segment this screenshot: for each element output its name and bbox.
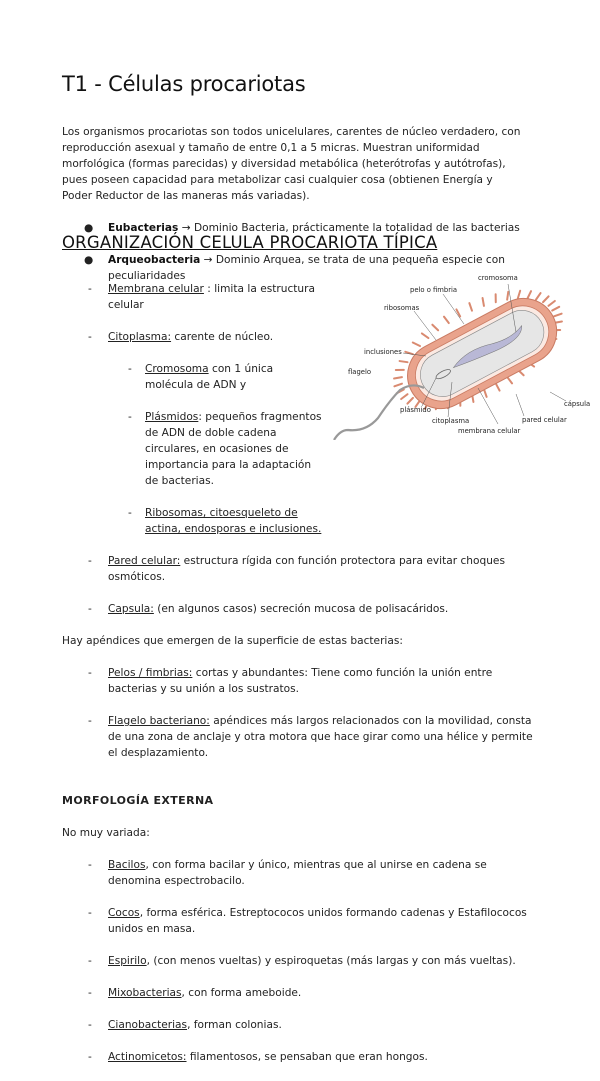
item-text: , (con menos vueltas) y espiroquetas (más largas y con más vueltas).: [147, 955, 516, 967]
fimbria-spike: [483, 298, 484, 306]
fimbria-spike: [413, 343, 420, 347]
item-term: Plásmidos: [145, 411, 198, 423]
bullet-icon: ●: [84, 220, 93, 236]
item-text: carente de núcleo.: [171, 331, 273, 343]
label-flagelo: flagelo: [348, 368, 371, 376]
list-item: [62, 857, 600, 889]
item-text: , forman colonias.: [187, 1019, 282, 1031]
dash-icon: -: [88, 905, 92, 921]
bullet-term: Eubacterias: [108, 222, 178, 234]
dash-icon: -: [88, 985, 92, 1001]
fimbria-spike: [552, 307, 559, 311]
item-text: : limita la estructura celular: [108, 283, 315, 311]
list-item: [62, 905, 600, 937]
fimbria-spike: [444, 317, 449, 323]
item-term: Capsula:: [108, 603, 154, 615]
list-item: [62, 665, 600, 697]
dash-icon: -: [88, 329, 92, 345]
label-ribosomas: ribosomas: [384, 304, 420, 312]
fimbria-spike: [394, 384, 402, 387]
prokaryote-cell-diagram: [328, 270, 600, 440]
fimbria-spike: [518, 291, 520, 299]
list-item: [62, 985, 600, 1001]
label-membrana: membrana celular: [458, 427, 520, 435]
fimbria-spike: [401, 394, 407, 399]
item-term: Cocos: [108, 907, 140, 919]
dash-icon: -: [88, 553, 92, 569]
dash-icon: -: [88, 1017, 92, 1033]
fimbria-spike: [456, 309, 460, 316]
fimbria-spike: [548, 301, 554, 306]
item-term: Pared celular:: [108, 555, 180, 567]
fimbria-spike: [496, 384, 500, 391]
list-item: [62, 953, 600, 969]
list-item: [62, 713, 600, 761]
fimbria-spike: [543, 296, 549, 302]
item-term: Actinomicetos:: [108, 1051, 187, 1063]
item-term: Cianobacterias: [108, 1019, 187, 1031]
label-pared: pared celular: [522, 416, 567, 424]
dash-icon: -: [88, 281, 92, 297]
item-term: Cromosoma: [145, 363, 209, 375]
label-inclusiones: inclusiones: [364, 348, 402, 356]
item-term: Membrana celular: [108, 283, 204, 295]
intro-paragraph: Los organismos procariotas son todos unicelulares, carentes de núcleo verdadero, con reproducción asexual y tamaño de entre 0,1 a 5 micras. Muestran uniformidad morfológica (formas parecidas) y diversidad metabólica (heterótrofas y autótrofas), pues poseen capacidad para metabolizar casi cualquier cosa (obtienen Energía y Poder Reductor de las maneras más variadas).: [62, 124, 592, 204]
item-text: filamentosos, se pensaban que eran hongos.: [187, 1051, 428, 1063]
item-text: , con forma ameboide.: [182, 987, 302, 999]
bullet-text: → Dominio Bacteria, prácticamente la totalidad de las bacterias: [178, 222, 519, 234]
item-term: Bacilos: [108, 859, 145, 871]
section-heading-morfologia: MORFOLOGÍA EXTERNA: [62, 793, 600, 809]
bullet-term: Arqueobacteria: [108, 254, 200, 266]
item-text: cortas y abundantes: Tiene como función la unión entre bacterias y su unión a los sustratos.: [108, 667, 492, 695]
label-pelo: pelo o fimbria: [410, 286, 457, 294]
fimbria-spike: [554, 314, 562, 317]
dash-icon: -: [88, 857, 92, 873]
list-item-nested: [62, 505, 600, 537]
fimbria-spike: [528, 291, 532, 298]
item-term: Pelos / fimbrias:: [108, 667, 192, 679]
fimbria-spike: [469, 303, 472, 311]
section-heading-organizacion: ORGANIZACIÓN CELULA PROCARIOTA TÍPICA: [62, 233, 437, 252]
item-text: (en algunos casos) secreción mucosa de polisacáridos.: [154, 603, 448, 615]
label-capsula: cápsula: [564, 400, 590, 408]
dash-icon: -: [128, 409, 132, 425]
dash-icon: -: [128, 505, 132, 521]
list-item: [62, 1017, 600, 1033]
item-term: Citoplasma:: [108, 331, 171, 343]
bullet-text: → Dominio Arquea, se trata de una pequeña especie con peculiaridades: [108, 254, 505, 282]
dash-icon: -: [88, 665, 92, 681]
fimbria-spike: [394, 377, 402, 378]
dash-icon: -: [128, 361, 132, 377]
list-item: [62, 553, 600, 585]
dash-icon: -: [88, 953, 92, 969]
item-text: , con forma bacilar y único, mientras que al unirse en cadena se denomina espectrobacilo.: [108, 859, 487, 887]
item-text: : pequeños fragmentos de ADN de doble cadena circulares, en ocasiones de importancia para la adaptación de bacterias.: [145, 411, 322, 487]
item-term: Ribosomas, citoesqueleto de actina, endosporas e inclusiones.: [145, 507, 321, 535]
dash-icon: -: [88, 601, 92, 617]
item-text: con 1 única molécula de ADN y: [145, 363, 273, 391]
appendices-intro: Hay apéndices que emergen de la superficie de estas bacterias:: [62, 633, 600, 649]
item-term: Mixobacterias: [108, 987, 182, 999]
label-citoplasma: citoplasma: [432, 417, 469, 425]
item-term: Flagelo bacteriano:: [108, 715, 210, 727]
fimbria-spike: [507, 292, 508, 300]
label-plasmido: plásmido: [400, 406, 431, 414]
fimbria-spike: [407, 398, 413, 404]
list-item: [62, 601, 600, 617]
item-text: estructura rígida con función protectora para evitar choques osmóticos.: [108, 555, 505, 583]
fimbria-spike: [484, 389, 487, 397]
fimbria-spike: [507, 377, 512, 383]
item-term: Espirilo: [108, 955, 147, 967]
item-text: apéndices más largos relacionados con la movilidad, consta de una zona de anclaje y otra motora que hace girar como una hélice y permite el desplazamiento.: [108, 715, 533, 759]
dash-icon: -: [88, 1049, 92, 1065]
bullet-icon: ●: [84, 252, 93, 268]
label-cromosoma: cromosoma: [478, 274, 518, 282]
fimbria-spike: [422, 333, 429, 338]
page-title: T1 - Células procariotas: [62, 72, 306, 96]
list-item: [62, 1049, 600, 1065]
morphology-intro: No muy variada:: [62, 825, 600, 841]
item-text: , forma esférica. Estreptococos unidos formando cadenas y Estafilococos unidos en masa.: [108, 907, 527, 935]
dash-icon: -: [88, 713, 92, 729]
fimbria-spike: [400, 361, 408, 362]
fimbria-spike: [536, 293, 541, 300]
fimbria-spike: [432, 325, 438, 331]
